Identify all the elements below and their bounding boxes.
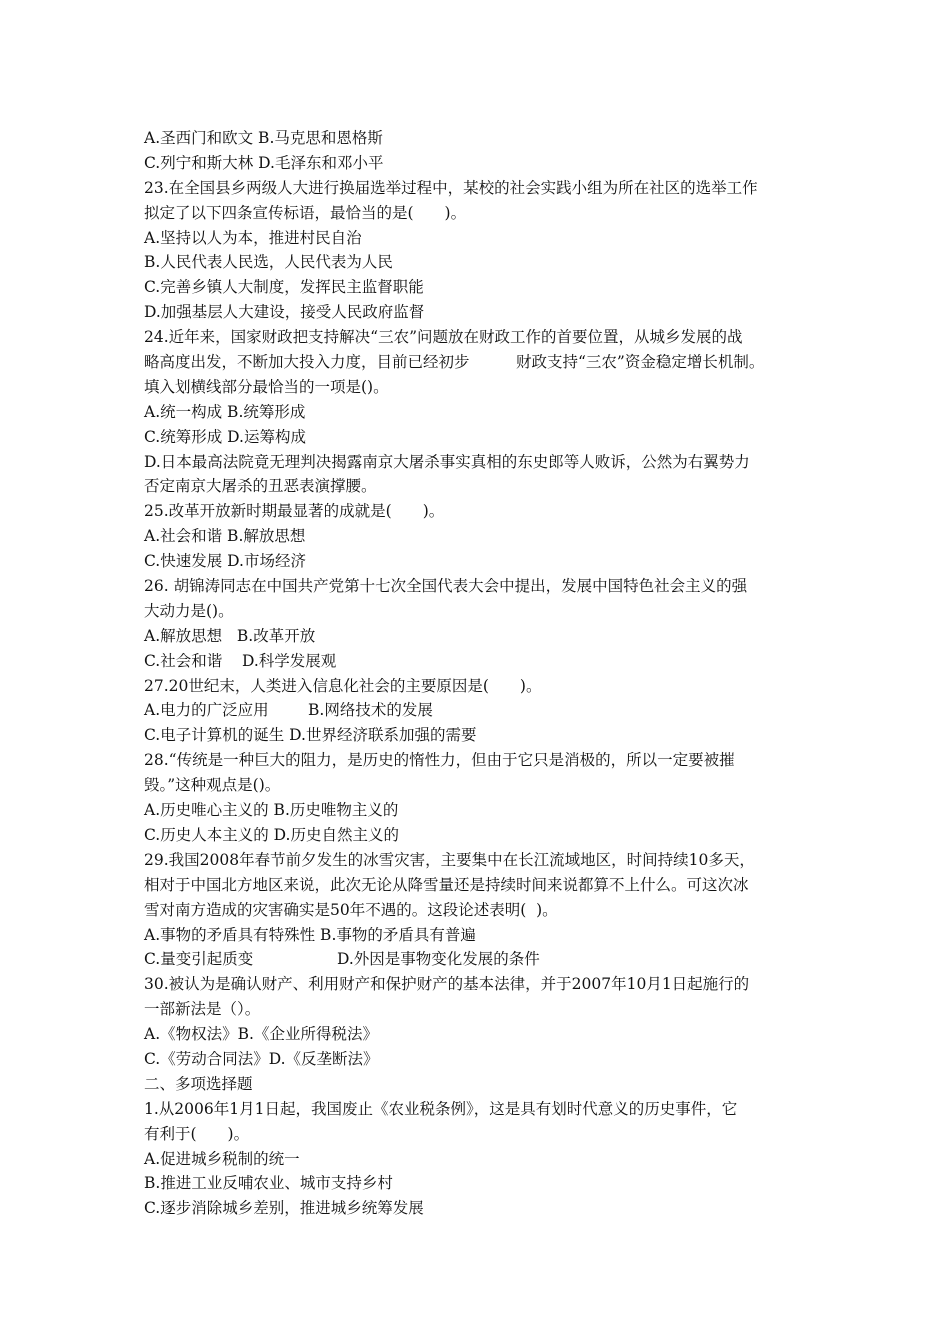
text-line: 大动力是()。 xyxy=(144,601,234,620)
text-line: A.社会和谐 B.解放思想 xyxy=(144,527,306,546)
text-line: 毁。”这种观点是()。 xyxy=(144,776,281,795)
text-line: 30.被认为是确认财产、利用财产和保护财产的基本法律，并于2007年10月1日起施行的 xyxy=(144,975,750,994)
text-line: A.历史唯心主义的 B.历史唯物主义的 xyxy=(144,801,399,820)
text-line: D.日本最高法院竟无理判决揭露南京大屠杀事实真相的东史郎等人败诉，公然为右翼势力 xyxy=(144,452,750,471)
text-line: C.《劳动合同法》D.《反垄断法》 xyxy=(144,1049,379,1068)
text-line: 否定南京大屠杀的丑恶表演撑腰。 xyxy=(144,477,377,496)
text-line: C.社会和谐 D.科学发展观 xyxy=(144,651,337,670)
text-line: 有利于( )。 xyxy=(144,1124,250,1143)
text-line: 23.在全国县乡两级人大进行换届选举过程中，某校的社会实践小组为所在社区的选举工作 xyxy=(144,178,758,197)
text-line: 24.近年来，国家财政把支持解决“三农”问题放在财政工作的首要位置，从城乡发展的战 xyxy=(144,328,743,347)
text-line: D.加强基层人大建设，接受人民政府监督 xyxy=(144,303,425,322)
section-heading: 二、多项选择题 xyxy=(144,1074,253,1093)
text-line: C.统筹形成 D.运筹构成 xyxy=(144,427,306,446)
text-line: 略高度出发，不断加大投入力度，目前已经初步 财政支持“三农”资金稳定增长机制。 xyxy=(144,353,765,372)
text-line: 1.从2006年1月1日起，我国废止《农业税条例》，这是具有划时代意义的历史事件，它 xyxy=(144,1099,738,1118)
text-line: B.推进工业反哺农业、城市支持乡村 xyxy=(144,1174,393,1193)
text-line: A.电力的广泛应用 B.网络技术的发展 xyxy=(144,701,433,720)
text-line: A.统一构成 B.统筹形成 xyxy=(144,402,306,421)
text-line: 27.20世纪末，人类进入信息化社会的主要原因是( )。 xyxy=(144,676,542,695)
document-body xyxy=(144,126,824,1221)
text-line: C.列宁和斯大林 D.毛泽东和邓小平 xyxy=(144,153,384,172)
text-line: C.量变引起质变 D.外因是事物变化发展的条件 xyxy=(144,950,540,969)
text-line: 26. 胡锦涛同志在中国共产党第十七次全国代表大会中提出，发展中国特色社会主义的强 xyxy=(144,577,748,596)
text-line: 25.改革开放新时期最显著的成就是( )。 xyxy=(144,502,445,521)
text-line: C.历史人本主义的 D.历史自然主义的 xyxy=(144,825,399,844)
text-line: A.圣西门和欧文 B.马克思和恩格斯 xyxy=(144,129,383,147)
text-line: 29.我国2008年春节前夕发生的冰雪灾害，主要集中在长江流域地区，时间持续10多天， xyxy=(144,850,755,869)
text-line: A.解放思想 B.改革开放 xyxy=(144,626,316,645)
text-line: 28.“传统是一种巨大的阻力，是历史的惰性力，但由于它只是消极的，所以一定要被摧 xyxy=(144,751,735,770)
text-line: C.逐步消除城乡差别，推进城乡统筹发展 xyxy=(144,1199,424,1218)
text-line: 一部新法是（）。 xyxy=(144,1000,261,1019)
text-line: A.坚持以人为本，推进村民自治 xyxy=(144,228,362,247)
text-line: C.完善乡镇人大制度，发挥民主监督职能 xyxy=(144,278,424,297)
text-line: 雪对南方造成的灾害确实是50年不遇的。这段论述表明( )。 xyxy=(144,900,558,919)
text-line: A.《物权法》B.《企业所得税法》 xyxy=(144,1025,378,1044)
text-line: 拟定了以下四条宣传标语，最恰当的是( )。 xyxy=(144,203,467,222)
text-line: C.快速发展 D.市场经济 xyxy=(144,552,306,571)
text-line: A.促进城乡税制的统一 xyxy=(144,1149,300,1168)
text-line: 填入划横线部分最恰当的一项是()。 xyxy=(144,377,389,396)
text-line: 相对于中国北方地区来说，此次无论从降雪量还是持续时间来说都算不上什么。可这次冰 xyxy=(144,875,749,894)
text-line: B.人民代表人民选，人民代表为人民 xyxy=(144,253,393,272)
text-line: C.电子计算机的诞生 D.世界经济联系加强的需要 xyxy=(144,726,477,745)
text-line: A.事物的矛盾具有特殊性 B.事物的矛盾具有普遍 xyxy=(144,925,476,944)
